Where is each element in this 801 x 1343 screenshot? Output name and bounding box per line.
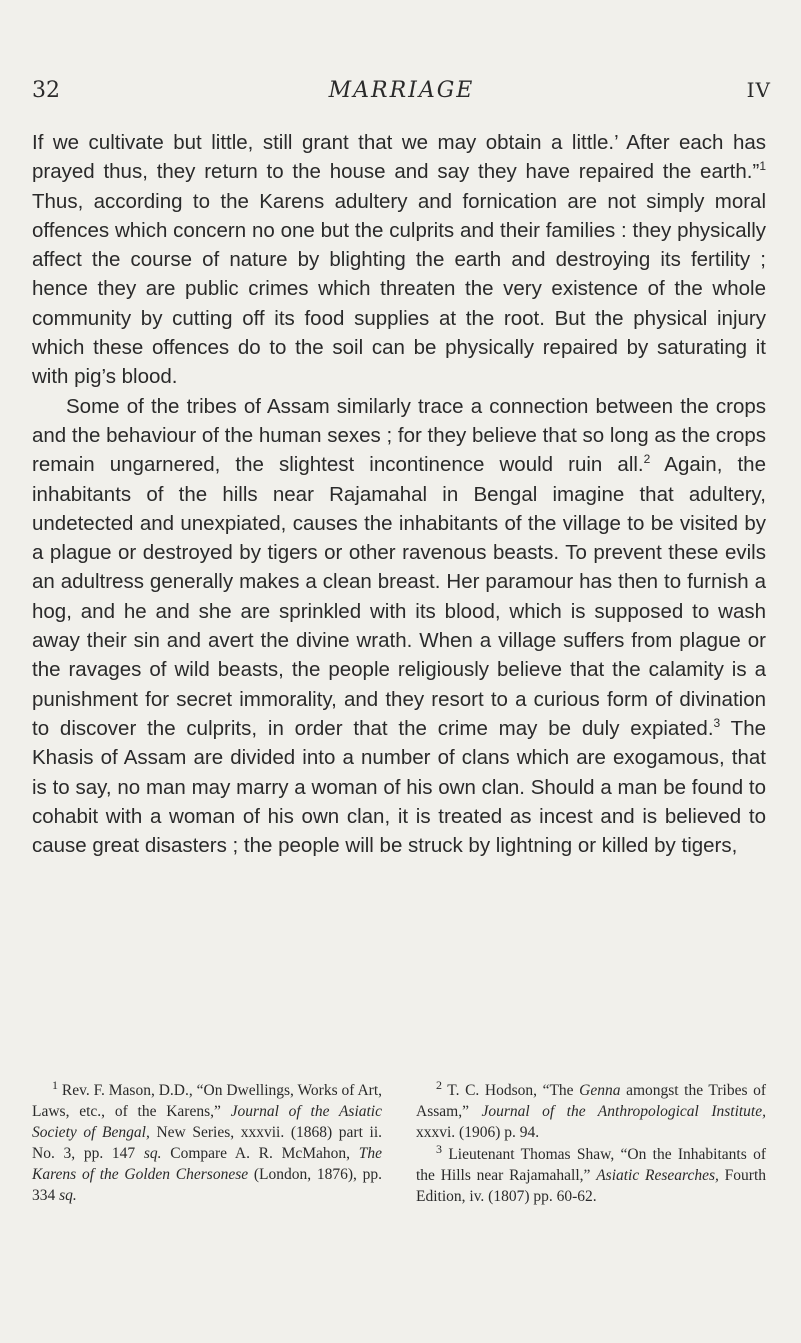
italic-text: Genna xyxy=(579,1082,621,1099)
footnote-number: 2 xyxy=(436,1077,442,1092)
footnote-column-right xyxy=(416,1077,766,1207)
text-run: Some of the tribes of Assam similarly trace a connection between the crops and the behaviour of the human sexes ; for they believe that so long as the crops remain ungarnered, the slightest incontinence would ruin all. xyxy=(32,394,766,477)
text-run: Compare A. R. McMahon, xyxy=(161,1145,359,1162)
text-run: If we cultivate but little, still grant that we may obtain a little.’ After each has prayed thus, they return to the house and say they have repaired the earth.” xyxy=(32,131,766,184)
italic-text: sq. xyxy=(59,1187,77,1204)
footnote-number: 3 xyxy=(436,1141,442,1156)
running-title: MARRIAGE xyxy=(328,78,475,103)
footnote-2 xyxy=(416,1077,766,1143)
paragraph-2 xyxy=(32,392,766,861)
text-run: amongst the Tribes of Assam,” xyxy=(416,1082,766,1120)
footnote-ref-2: 2 xyxy=(643,452,651,467)
text-run: xxxvi. (1906) p. 94. xyxy=(416,1124,540,1141)
text-run: (London, 1876), pp. 334 xyxy=(32,1166,382,1204)
chapter-number: IV xyxy=(746,78,771,102)
italic-text: sq. xyxy=(143,1145,162,1162)
footnote-1 xyxy=(32,1077,382,1206)
text-run: Fourth Edition, iv. (1807) pp. 60-62. xyxy=(416,1167,766,1205)
footnote-ref-3: 3 xyxy=(713,716,721,731)
footnote-ref-1: 1 xyxy=(759,159,766,174)
footnote-3 xyxy=(416,1141,766,1207)
text-run: T. C. Hodson, “The xyxy=(442,1082,580,1099)
italic-title: Asiatic Researches, xyxy=(596,1167,719,1184)
italic-title: Journal of the Anthropological Institute, xyxy=(481,1103,766,1120)
text-run: Rev. F. Mason, D.D., “On Dwellings, Works of Art, Laws, etc., of the Karens,” xyxy=(32,1082,382,1120)
italic-title: The Karens of the Golden Chersonese xyxy=(32,1145,382,1183)
page-number: 32 xyxy=(32,78,60,103)
footnote-column-left xyxy=(32,1077,382,1207)
paragraph-1 xyxy=(32,128,766,392)
text-run: Lieutenant Thomas Shaw, “On the Inhabitants of the Hills near Rajamahall,” xyxy=(416,1146,766,1184)
text-run: The Khasis of Assam are divided into a number of clans which are exogamous, that is to say, no man may marry a woman of his own clan. Should a man be found to cohabit with a woman of his own clan, it is treated as incest and is believed to cause great disasters ; the people will be struck by lightning or killed by tigers, xyxy=(32,716,766,858)
text-run: Thus, according to the Karens adultery and fornication are not simply moral offences which concern no one but the culprits and their families : they physically affect the course of nature by blighting the earth and destroying its fertility ; hence they are public crimes which threaten the very existence of the whole community by cutting off its food supplies at the root. But the physical injury which these offences do to the soil can be physically repaired by saturating it with pig’s blood. xyxy=(32,189,766,389)
text-run: New Series, xxxvii. (1868) part ii. No. 3, pp. 147 xyxy=(32,1124,382,1162)
footnotes xyxy=(32,1077,766,1207)
italic-title: Journal of the Asiatic Society of Bengal, xyxy=(32,1103,382,1141)
text-run: Again, the inhabitants of the hills near Rajamahal in Bengal imagine that adultery, undetected and unexpiated, causes the inhabitants of the village to be visited by a plague or destroyed by tigers or other ravenous beasts. To prevent these evils an adultress generally makes a clean breast. Her paramour has then to furnish a hog, and he and she are sprinkled with its blood, which is supposed to wash away their sin and avert the divine wrath. When a village suffers from plague or the ravages of wild beasts, the people religiously believe that the calamity is a punishment for secret immorality, and they resort to a curious form of divination to discover the culprits, in order that the crime may be duly expiated. xyxy=(32,453,766,740)
running-header xyxy=(32,78,771,112)
main-text xyxy=(32,128,766,860)
footnote-number: 1 xyxy=(52,1077,58,1092)
